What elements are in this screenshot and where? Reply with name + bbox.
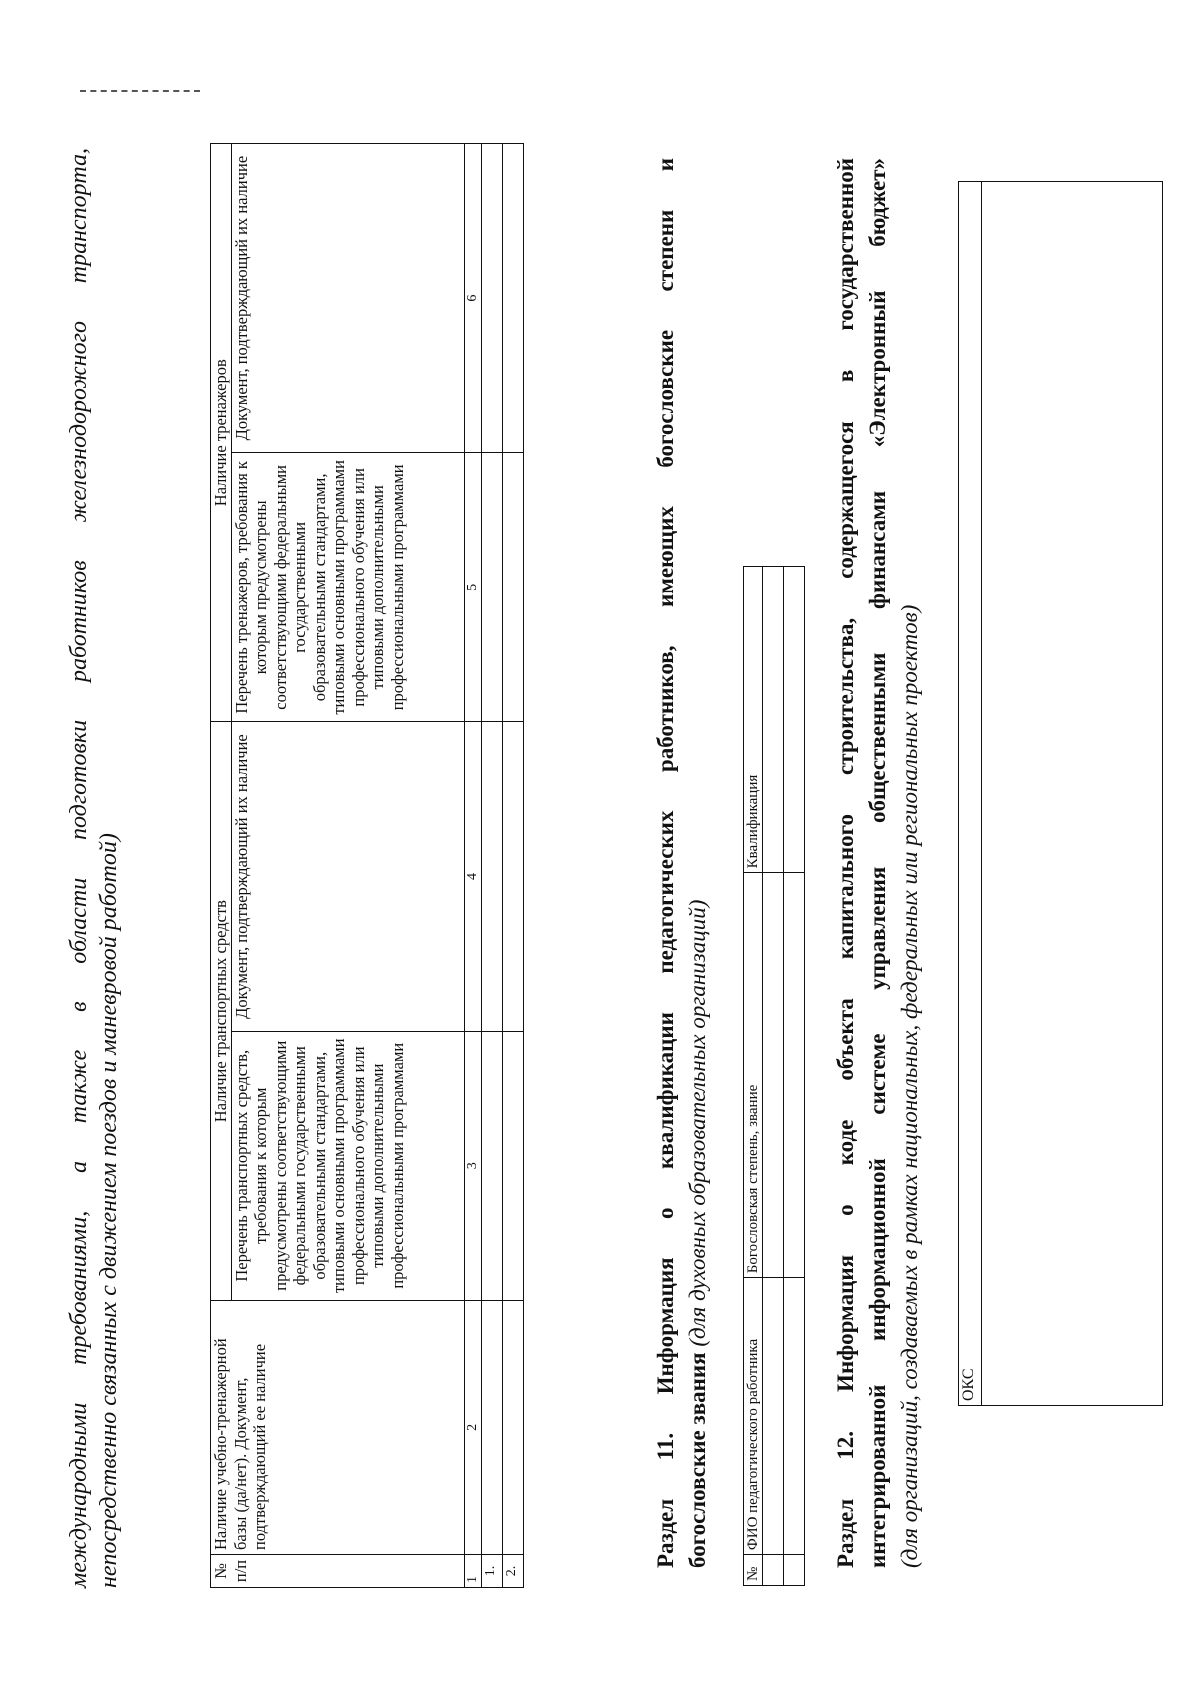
section-12-title: [830, 158, 926, 1568]
row-number: 1.: [481, 1554, 502, 1587]
table-cell: [502, 722, 523, 1031]
section-12-title-line-1: Раздел 12. Информация о коде объекта капитального строительства, содержащегося в государственной: [833, 158, 858, 1568]
table-section-12: [958, 181, 1163, 1406]
table-cell: [982, 182, 1163, 1406]
table-row: [481, 144, 502, 1588]
table-row: [502, 144, 523, 1588]
col-header-transport-group: Наличие транспортных средств: [211, 722, 232, 1300]
col-number: 1: [464, 1554, 481, 1587]
table-cell: [502, 1031, 523, 1300]
table-section-10: [210, 143, 524, 1588]
table-cell: [763, 1555, 784, 1586]
table-cell: [481, 144, 502, 453]
table-section-11: [743, 566, 805, 1586]
col-number: 2: [464, 1300, 481, 1554]
section-11-title-line-1: Раздел 11. Информация о квалификации педагогических работников, имеющих богословские степени и: [653, 158, 678, 1568]
rotated-document-page: [50, 68, 1150, 1628]
table-cell: [481, 1300, 502, 1554]
table-cell: [784, 873, 805, 1278]
col-header-oks: ОКС: [959, 182, 982, 1406]
table-cell: [481, 1031, 502, 1300]
column-numbers-row: [464, 144, 481, 1588]
section-12-title-line-2: интегрированной информационной системе управления общественными финансами «Электронный бюджет»: [865, 158, 890, 1568]
section-12-subtitle: (для организаций, создаваемых в рамках национальных, федеральных или региональных проектов): [897, 604, 922, 1568]
row-number: 2.: [502, 1554, 523, 1587]
table-row: [763, 567, 784, 1586]
col-header-no: № п/п: [211, 1554, 465, 1587]
table-cell: [763, 873, 784, 1278]
table-cell: [784, 567, 805, 873]
col-header-transport-list: Перечень транспортных средств, требования к которым предусмотрены соответствующими федеральными государственными образовательными стандартами, типовыми основными программами профессионального обучения или типовыми дополнительными профессиональными программами: [231, 1031, 464, 1300]
col-header-transport-doc: Документ, подтверждающий их наличие: [231, 722, 464, 1031]
table-cell: [502, 1300, 523, 1554]
col-header-trainers-doc: Документ, подтверждающий их наличие: [231, 144, 464, 453]
intro-line-1: международными требованиями, а также в области подготовки работников железнодорожного транспорта,: [66, 148, 92, 1588]
table-row: [784, 567, 805, 1586]
col-header-base: Наличие учебно-тренажерной базы (да/нет). Документ, подтверждающий ее наличие: [211, 1300, 465, 1554]
col-header-trainers-group: Наличие тренажеров: [211, 144, 232, 722]
intro-line-2: непосредственно связанных с движением поездов и маневровой работой): [96, 833, 122, 1588]
col-header-degree: Богословская степень, звание: [744, 873, 763, 1278]
table-row: [982, 182, 1163, 1406]
table-cell: [763, 1278, 784, 1555]
section-11-subtitle: (для духовных образовательных организаций): [685, 899, 710, 1347]
col-number: 4: [464, 722, 481, 1031]
table-cell: [481, 722, 502, 1031]
table-cell: [502, 453, 523, 722]
section-11-title-line-2: богословские звания: [685, 1352, 710, 1568]
table-cell: [502, 144, 523, 453]
col-header-fio: ФИО педагогического работника: [744, 1278, 763, 1555]
table-cell: [481, 453, 502, 722]
intro-text: [64, 148, 124, 1588]
col-number: 5: [464, 453, 481, 722]
table-cell: [763, 567, 784, 873]
section-11-title: [650, 158, 714, 1568]
col-header-no: №: [744, 1555, 763, 1586]
table-cell: [784, 1555, 805, 1586]
col-header-qualification: Квалификация: [744, 567, 763, 873]
col-header-trainers-list: Перечень тренажеров, требования к которым предусмотрены соответствующими федеральными государственными образовательными стандартами, типовыми основными программами профессионального обучения или типовыми дополнительными профессиональными программами: [231, 453, 464, 722]
col-number: 3: [464, 1031, 481, 1300]
table-cell: [784, 1278, 805, 1555]
scan-edge-marks: [80, 88, 200, 92]
col-number: 6: [464, 144, 481, 453]
